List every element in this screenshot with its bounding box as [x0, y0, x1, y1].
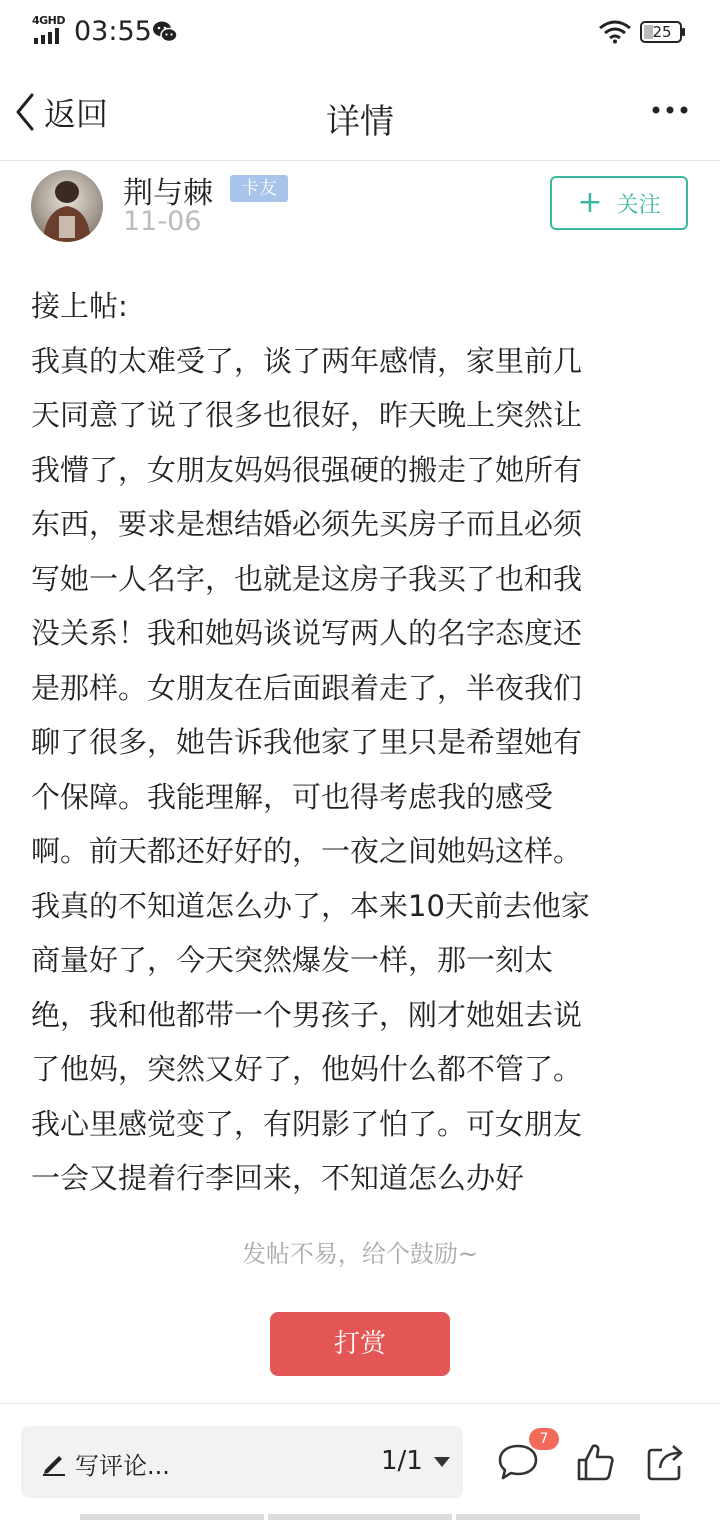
post-line: 天同意了说了很多也很好，昨天晚上突然让 — [31, 398, 583, 432]
follow-button[interactable] — [550, 176, 688, 230]
author-name[interactable]: 荆与棘 — [123, 176, 213, 211]
page-title: 详情 — [326, 102, 394, 142]
post-line: 接上帖: — [31, 289, 128, 323]
encourage-text: 发帖不易，给个鼓励~ — [241, 1240, 479, 1268]
post-line: 商量好了，今天突然爆发一样，那一刻太 — [31, 943, 554, 977]
post-line: 我懵了，女朋友妈妈很强硬的搬走了她所有 — [31, 452, 583, 487]
header — [0, 64, 720, 161]
signal-icon — [34, 28, 66, 44]
plus-icon: + — [577, 185, 603, 220]
post-line: 是那样。女朋友在后面跟着走了，半夜我们 — [31, 670, 583, 705]
post-line: 了他妈，突然又好了，他妈什么都不管了。 — [31, 1052, 583, 1086]
post-line: 个保障。我能理解，可也得考虑我的感受 — [31, 779, 554, 814]
wifi-icon — [598, 20, 632, 44]
post-line: 啊。前天都还好好的，一夜之间她妈这样。 — [31, 834, 583, 868]
comment-placeholder: 写评论... — [75, 1452, 170, 1480]
post-line: 没关系！我和她妈谈说写两人的名字态度还 — [31, 616, 583, 650]
like-icon[interactable] — [576, 1442, 614, 1482]
post-line: 我真的太难受了，谈了两年感情，家里前几 — [31, 343, 583, 378]
avatar-image — [31, 170, 103, 242]
share-icon[interactable] — [646, 1442, 684, 1482]
bottom-bar — [0, 1403, 720, 1521]
post-line: 我真的不知道怎么办了，本来10天前去他家 — [31, 888, 590, 923]
network-type: 4GHD — [32, 14, 66, 27]
reward-button[interactable]: 打赏 — [270, 1312, 450, 1376]
clock: 03:55 — [74, 16, 152, 47]
caret-down-icon[interactable] — [433, 1456, 451, 1468]
post-line: 写她一人名字，也就是这房子我买了也和我 — [31, 561, 583, 596]
page-indicator[interactable]: 1/1 — [381, 1446, 423, 1476]
more-dots-icon[interactable] — [650, 98, 690, 122]
author-badge: 卡友 — [230, 175, 288, 202]
post-line: 聊了很多，她告诉我他家了里只是希望她有 — [31, 725, 583, 759]
comment-count-badge: 7 — [529, 1428, 559, 1450]
post-line: 东西，要求是想结婚必须先买房子而且必须 — [31, 507, 583, 541]
post-date: 11-06 — [123, 206, 202, 237]
post-line: 一会又提着行李回来，不知道怎么办好 — [31, 1161, 525, 1195]
avatar[interactable] — [31, 170, 103, 242]
status-bar — [0, 0, 720, 64]
post-line: 绝，我和他都带一个男孩子，刚才她姐去说 — [31, 997, 583, 1032]
post-body — [31, 279, 693, 1206]
wechat-icon — [152, 20, 178, 44]
post-line: 我心里感觉变了，有阴影了怕了。可女朋友 — [31, 1106, 583, 1141]
battery-level: 25 — [652, 23, 672, 41]
pen-icon — [41, 1450, 67, 1476]
back-label: 返回 — [44, 95, 109, 133]
comment-input[interactable] — [21, 1426, 463, 1498]
gesture-bar — [80, 1514, 640, 1520]
follow-label: 关注 — [616, 192, 661, 218]
